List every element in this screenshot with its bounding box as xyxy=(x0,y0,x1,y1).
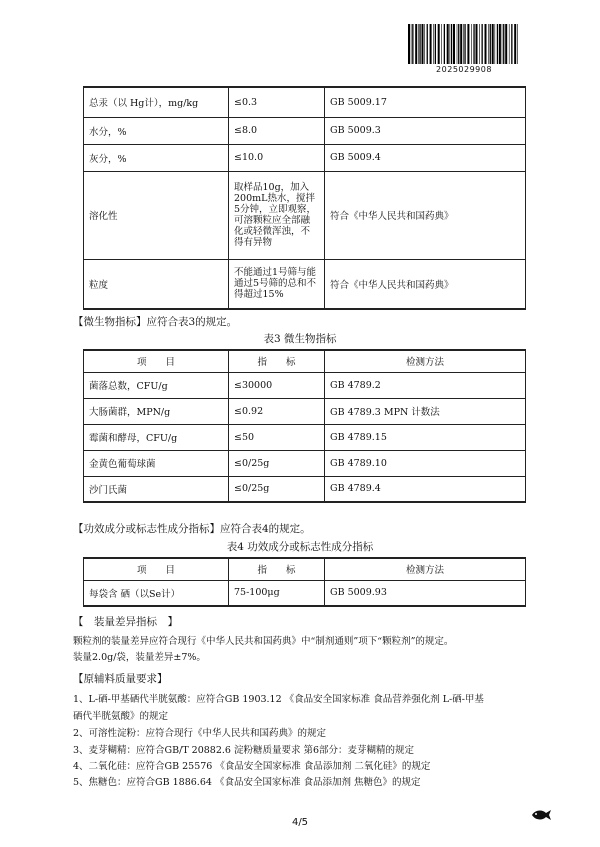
index-cell: ≤10.0 xyxy=(229,144,325,171)
loading-heading: 【 装量差异指标 】 xyxy=(73,616,178,628)
method-cell: GB 4789.10 xyxy=(325,450,526,476)
table-row xyxy=(84,580,526,606)
micro-table-caption: 表3 微生物指标 xyxy=(263,333,337,345)
table-row xyxy=(84,372,526,398)
table-row xyxy=(84,87,526,117)
raw-item: 4、二氧化硅：应符合GB 25576 《食品安全国家标准 食品添加剂 二氧化硅》的规定 xyxy=(73,761,431,772)
item-cell: 菌落总数，CFU/g xyxy=(84,372,229,398)
item-cell: 每袋含 硒（以Se计） xyxy=(84,580,229,606)
raw-item: 1、L-硒-甲基硒代半胱氨酸：应符合GB 1903.12 《食品安全国家标准 食品营养强化剂 L-硒-甲基 xyxy=(73,694,484,705)
index-cell: 不能通过1号筛与能通过5号筛的总和不得超过15% xyxy=(229,259,325,309)
table-header-row xyxy=(84,558,526,580)
item-cell: 总汞（以 Hg计），mg/kg xyxy=(84,87,229,117)
table-row xyxy=(84,476,526,502)
raw-item: 5、焦糖色：应符合GB 1886.64 《食品安全国家标准 食品添加剂 焦糖色》的规定 xyxy=(73,777,421,788)
item-cell: 霉菌和酵母，CFU/g xyxy=(84,424,229,450)
header-index: 指 标 xyxy=(229,350,325,372)
raw-heading: 【原辅料质量要求】 xyxy=(73,673,168,685)
header-index: 指 标 xyxy=(229,558,325,580)
table-row xyxy=(84,398,526,424)
barcode-icon xyxy=(408,24,520,64)
index-cell: ≤0/25g xyxy=(229,476,325,502)
method-cell: GB 5009.4 xyxy=(325,144,526,171)
table-header-row xyxy=(84,350,526,372)
func-heading: 【功效成分或标志性成分指标】应符合表4的规定。 xyxy=(73,523,311,535)
loading-text-2: 装量2.0g/袋，装量差异±7%。 xyxy=(73,652,206,663)
index-cell: ≤30000 xyxy=(229,372,325,398)
raw-item: 3、麦芽糊精：应符合GB/T 20882.6 淀粉糖质量要求 第6部分：麦芽糊精的规定 xyxy=(73,745,415,756)
method-cell: GB 4789.3 MPN 计数法 xyxy=(325,398,526,424)
item-cell: 大肠菌群，MPN/g xyxy=(84,398,229,424)
table-row xyxy=(84,259,526,309)
index-cell: ≤50 xyxy=(229,424,325,450)
index-cell: ≤0.3 xyxy=(229,87,325,117)
item-cell: 水分，% xyxy=(84,117,229,144)
table-row xyxy=(84,424,526,450)
header-method: 检测方法 xyxy=(325,558,526,580)
index-cell: ≤0/25g xyxy=(229,450,325,476)
item-cell: 沙门氏菌 xyxy=(84,476,229,502)
table-row xyxy=(84,171,526,259)
table-row xyxy=(84,144,526,171)
fish-icon xyxy=(530,809,552,821)
method-cell: GB 5009.17 xyxy=(325,87,526,117)
func-table xyxy=(83,557,526,607)
method-cell: GB 5009.93 xyxy=(325,580,526,606)
page-number: 4/5 xyxy=(291,817,309,828)
item-cell: 灰分，% xyxy=(84,144,229,171)
method-cell: GB 5009.3 xyxy=(325,117,526,144)
header-method: 检测方法 xyxy=(325,350,526,372)
index-cell: 取样品10g，加入200mL热水，搅拌5分钟，立即观察，可溶颗粒应全部融化或轻微浑浊，不得有异物 xyxy=(229,171,325,259)
item-cell: 粒度 xyxy=(84,259,229,309)
micro-heading: 【微生物指标】应符合表3的规定。 xyxy=(73,316,238,328)
method-cell: GB 4789.4 xyxy=(325,476,526,502)
micro-table xyxy=(83,349,526,503)
method-cell: 符合《中华人民共和国药典》 xyxy=(325,259,526,309)
item-cell: 溶化性 xyxy=(84,171,229,259)
raw-item: 硒代半胱氨酸》的规定 xyxy=(73,711,169,722)
index-cell: ≤0.92 xyxy=(229,398,325,424)
barcode-number: 2025029908 xyxy=(436,65,492,74)
method-cell: 符合《中华人民共和国药典》 xyxy=(325,171,526,259)
header-item: 项 目 xyxy=(84,350,229,372)
table-row xyxy=(84,450,526,476)
table-row xyxy=(84,117,526,144)
loading-text-1: 颗粒剂的装量差异应符合现行《中华人民共和国药典》中“制剂通则”项下“颗粒剂”的规定。 xyxy=(73,636,454,647)
func-table-caption: 表4 功效成分或标志性成分指标 xyxy=(226,541,374,553)
method-cell: GB 4789.15 xyxy=(325,424,526,450)
physchem-table xyxy=(83,86,526,310)
index-cell: 75-100μg xyxy=(229,580,325,606)
index-cell: ≤8.0 xyxy=(229,117,325,144)
header-item: 项 目 xyxy=(84,558,229,580)
item-cell: 金黄色葡萄球菌 xyxy=(84,450,229,476)
raw-item: 2、可溶性淀粉：应符合现行《中华人民共和国药典》的规定 xyxy=(73,728,327,739)
method-cell: GB 4789.2 xyxy=(325,372,526,398)
